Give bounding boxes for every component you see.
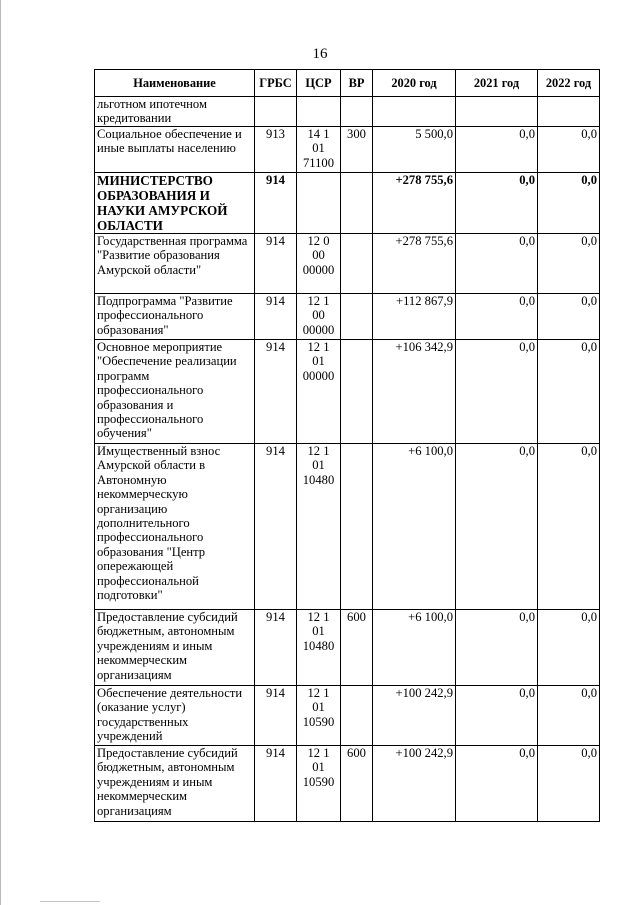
cell-vr: 600 bbox=[341, 610, 373, 686]
scan-artifact-line bbox=[40, 901, 100, 902]
csr-part: 10590 bbox=[302, 774, 335, 789]
cell-2021: 0,0 bbox=[456, 294, 538, 340]
cell-2021: 0,0 bbox=[456, 127, 538, 173]
cell-2021: 0,0 bbox=[456, 340, 538, 444]
cell-name: Государственная программа "Развитие образования Амурской области" bbox=[95, 234, 255, 294]
scan-edge-line bbox=[0, 0, 1, 905]
cell-2022: 0,0 bbox=[538, 173, 600, 234]
cell-2022: 0,0 bbox=[538, 444, 600, 610]
table-row bbox=[95, 294, 600, 340]
csr-part: 00000 bbox=[302, 322, 335, 337]
cell-2021: 0,0 bbox=[456, 686, 538, 746]
cell-csr bbox=[297, 746, 341, 822]
cell-vr bbox=[341, 234, 373, 294]
cell-2021 bbox=[456, 97, 538, 127]
cell-grbs: 914 bbox=[255, 294, 297, 340]
cell-vr: 300 bbox=[341, 127, 373, 173]
cell-2022: 0,0 bbox=[538, 610, 600, 686]
cell-vr: 600 bbox=[341, 746, 373, 822]
cell-grbs: 914 bbox=[255, 173, 297, 234]
header-2021: 2021 год bbox=[456, 70, 538, 97]
cell-name: Предоставление субсидий бюджетным, автономным учреждениям и иным некоммерческим организациям bbox=[95, 746, 255, 822]
cell-2022: 0,0 bbox=[538, 686, 600, 746]
cell-2020: +100 242,9 bbox=[373, 746, 456, 822]
csr-part: 01 bbox=[312, 458, 325, 473]
cell-2020: +278 755,6 bbox=[373, 173, 456, 234]
cell-csr bbox=[297, 234, 341, 294]
csr-part: 00 bbox=[312, 248, 325, 263]
cell-name: льготном ипотечном кредитовании bbox=[95, 97, 255, 127]
cell-2020: +6 100,0 bbox=[373, 610, 456, 686]
table-header-row bbox=[95, 70, 600, 97]
cell-2020: +112 867,9 bbox=[373, 294, 456, 340]
cell-grbs: 914 bbox=[255, 610, 297, 686]
cell-name: МИНИСТЕРСТВО ОБРАЗОВАНИЯ И НАУКИ АМУРСКОЙ ОБЛАСТИ bbox=[95, 173, 255, 234]
budget-table bbox=[94, 69, 600, 822]
cell-name: Подпрограмма "Развитие профессионального образования" bbox=[95, 294, 255, 340]
cell-vr bbox=[341, 294, 373, 340]
table-row bbox=[95, 444, 600, 610]
cell-grbs bbox=[255, 97, 297, 127]
table-row bbox=[95, 746, 600, 822]
cell-grbs: 913 bbox=[255, 127, 297, 173]
csr-part: 10480 bbox=[302, 472, 335, 487]
table-row bbox=[95, 97, 600, 127]
cell-grbs: 914 bbox=[255, 686, 297, 746]
cell-2020: +278 755,6 bbox=[373, 234, 456, 294]
cell-grbs: 914 bbox=[255, 234, 297, 294]
csr-part: 10480 bbox=[302, 638, 335, 653]
cell-2021: 0,0 bbox=[456, 746, 538, 822]
cell-csr bbox=[297, 686, 341, 746]
cell-name: Основное мероприятие "Обеспечение реализации программ профессионального образования и профессионального обучения" bbox=[95, 340, 255, 444]
cell-2022: 0,0 bbox=[538, 127, 600, 173]
table-row bbox=[95, 686, 600, 746]
cell-grbs: 914 bbox=[255, 444, 297, 610]
csr-part: 14 1 bbox=[307, 127, 330, 141]
cell-2022: 0,0 bbox=[538, 340, 600, 444]
cell-2022: 0,0 bbox=[538, 294, 600, 340]
csr-part: 12 1 bbox=[307, 444, 330, 458]
csr-part: 00000 bbox=[302, 368, 335, 383]
cell-2021: 0,0 bbox=[456, 234, 538, 294]
cell-2020: +100 242,9 bbox=[373, 686, 456, 746]
cell-name: Обеспечение деятельности (оказание услуг) государственных учреждений bbox=[95, 686, 255, 746]
cell-csr bbox=[297, 294, 341, 340]
cell-csr bbox=[297, 97, 341, 127]
table-row bbox=[95, 234, 600, 294]
cell-name: Социальное обеспечение и иные выплаты населению bbox=[95, 127, 255, 173]
csr-part: 12 1 bbox=[307, 294, 330, 308]
table-row bbox=[95, 610, 600, 686]
cell-csr bbox=[297, 340, 341, 444]
cell-2021: 0,0 bbox=[456, 173, 538, 234]
csr-part: 01 bbox=[312, 354, 325, 369]
page-number: 16 bbox=[312, 46, 328, 62]
cell-2021: 0,0 bbox=[456, 444, 538, 610]
csr-part: 00 bbox=[312, 308, 325, 323]
cell-vr bbox=[341, 686, 373, 746]
csr-part: 01 bbox=[312, 624, 325, 639]
csr-part: 01 bbox=[312, 700, 325, 715]
cell-2022: 0,0 bbox=[538, 234, 600, 294]
cell-csr bbox=[297, 610, 341, 686]
table-row bbox=[95, 340, 600, 444]
header-2020: 2020 год bbox=[373, 70, 456, 97]
header-name: Наименование bbox=[95, 70, 255, 97]
cell-name: Предоставление субсидий бюджетным, автономным учреждениям и иным некоммерческим организациям bbox=[95, 610, 255, 686]
cell-2022 bbox=[538, 97, 600, 127]
csr-part: 71100 bbox=[302, 155, 335, 170]
csr-part: 12 1 bbox=[307, 686, 330, 700]
header-vr: ВР bbox=[341, 70, 373, 97]
cell-csr bbox=[297, 127, 341, 173]
cell-2020: 5 500,0 bbox=[373, 127, 456, 173]
csr-part: 12 1 bbox=[307, 746, 330, 760]
cell-vr bbox=[341, 173, 373, 234]
cell-2022: 0,0 bbox=[538, 746, 600, 822]
table-row bbox=[95, 127, 600, 173]
csr-part: 12 1 bbox=[307, 610, 330, 624]
cell-name: Имущественный взнос Амурской области в Автономную некоммерческую организацию дополнительного профессионального образования "Центр опережающей профессиональной подготовки" bbox=[95, 444, 255, 610]
header-grbs: ГРБС bbox=[255, 70, 297, 97]
header-csr: ЦСР bbox=[297, 70, 341, 97]
cell-2020: +106 342,9 bbox=[373, 340, 456, 444]
cell-vr bbox=[341, 444, 373, 610]
csr-part: 12 0 bbox=[307, 234, 330, 248]
csr-part: 01 bbox=[312, 141, 325, 156]
csr-part: 12 1 bbox=[307, 340, 330, 354]
cell-2020: +6 100,0 bbox=[373, 444, 456, 610]
cell-2021: 0,0 bbox=[456, 610, 538, 686]
cell-csr bbox=[297, 444, 341, 610]
cell-vr bbox=[341, 340, 373, 444]
cell-grbs: 914 bbox=[255, 340, 297, 444]
cell-vr bbox=[341, 97, 373, 127]
cell-2020 bbox=[373, 97, 456, 127]
table-row-ministry bbox=[95, 173, 600, 234]
csr-part: 00000 bbox=[302, 262, 335, 277]
header-2022: 2022 год bbox=[538, 70, 600, 97]
cell-csr bbox=[297, 173, 341, 234]
csr-part: 01 bbox=[312, 760, 325, 775]
cell-grbs: 914 bbox=[255, 746, 297, 822]
csr-part: 10590 bbox=[302, 714, 335, 729]
